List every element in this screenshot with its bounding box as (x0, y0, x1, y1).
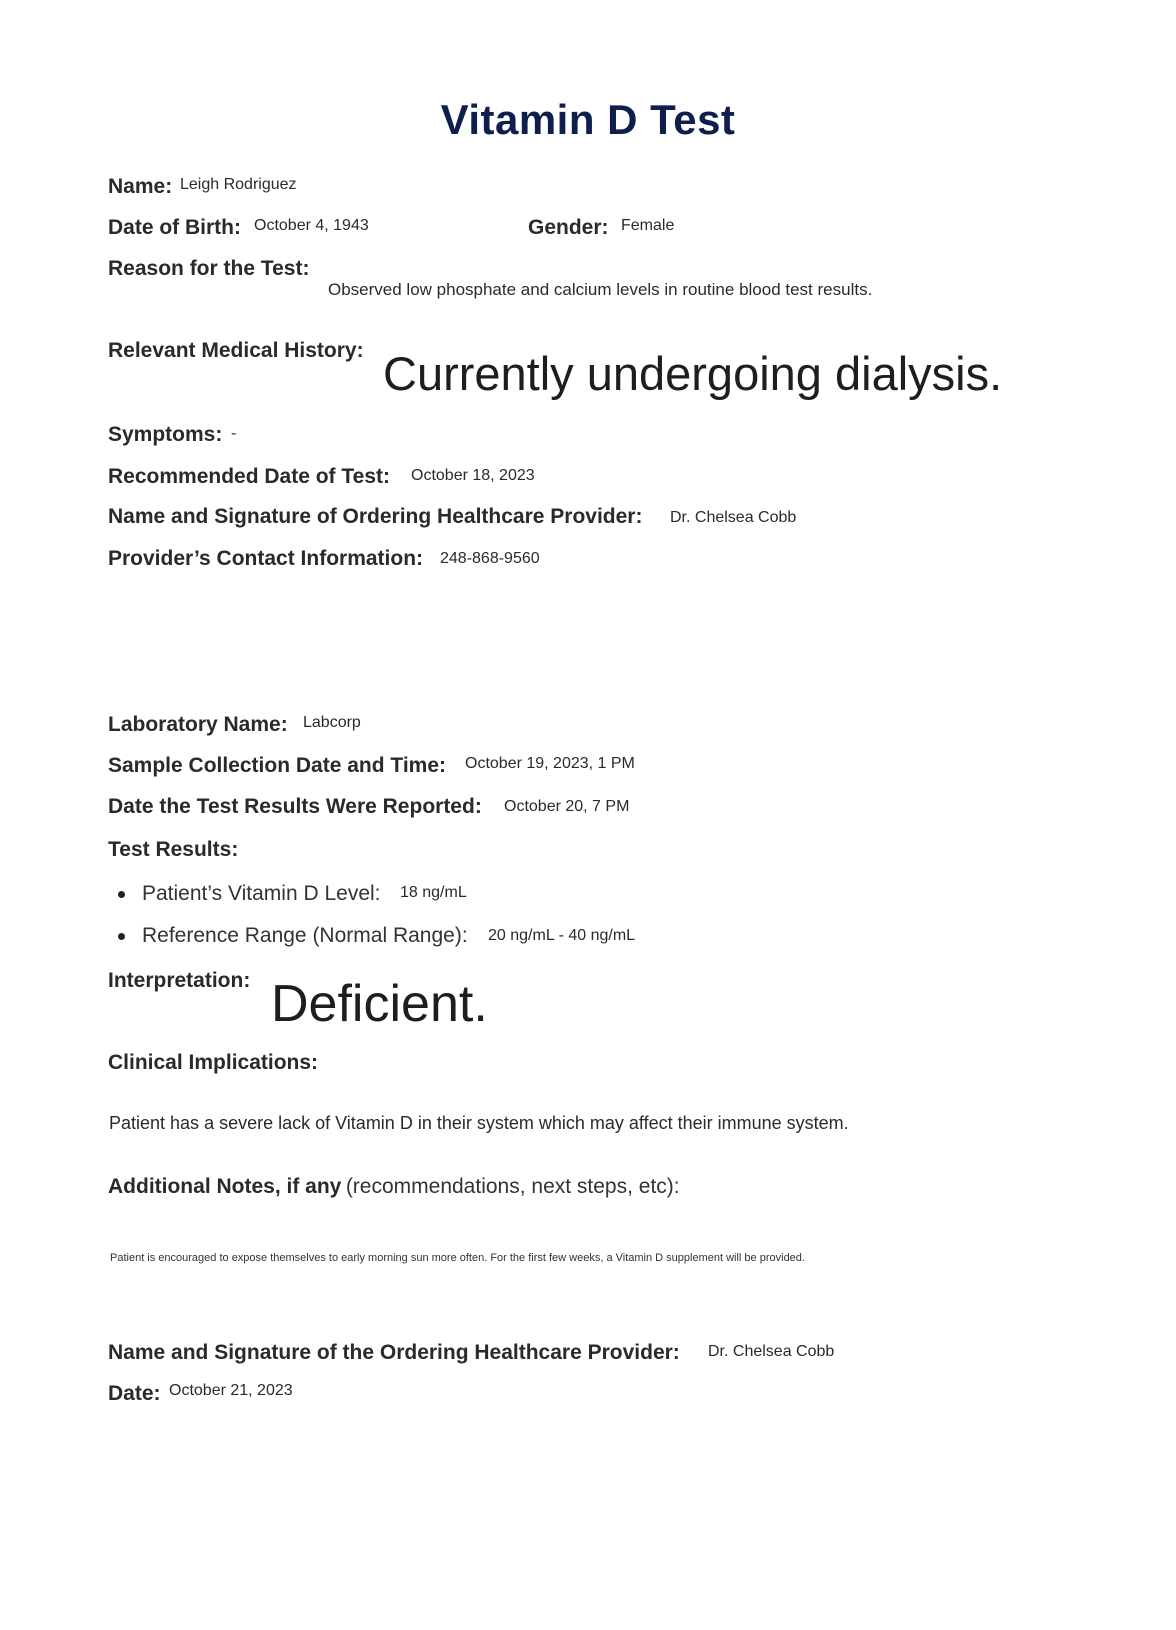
provider-contact: 248-868-9560 (440, 550, 540, 567)
reported-label: Date the Test Results Were Reported: (108, 795, 482, 818)
implications-label: Clinical Implications: (108, 1051, 319, 1074)
bullet-dot (118, 891, 125, 898)
patient-dob: October 4, 1943 (254, 217, 369, 234)
gender-label: Gender: (528, 216, 609, 239)
interpretation-label: Interpretation: (108, 969, 251, 992)
reason-text: Observed low phosphate and calcium levels in routine blood test results. (328, 280, 873, 299)
date-label: Date: (108, 1382, 161, 1405)
signature-name: Dr. Chelsea Cobb (708, 1343, 835, 1360)
result-value-vitamin-d-level: 18 ng/mL (400, 884, 467, 901)
notes-label-rest: (recommendations, next steps, etc): (345, 1175, 680, 1198)
signature-label: Name and Signature of the Ordering Healthcare Provider: (108, 1341, 680, 1364)
patient-name: Leigh Rodriguez (180, 176, 297, 193)
interpretation-text: Deficient. (271, 975, 488, 1033)
provider-name: Dr. Chelsea Cobb (670, 509, 797, 526)
page-title: Vitamin D Test (440, 96, 736, 143)
patient-gender: Female (621, 217, 675, 234)
result-label-reference-range: Reference Range (Normal Range): (142, 924, 468, 947)
provider-label: Name and Signature of Ordering Healthcare Provider: (108, 505, 643, 528)
collection-label: Sample Collection Date and Time: (108, 754, 447, 777)
implications-text: Patient has a severe lack of Vitamin D in their system which may affect their immune system. (109, 1113, 849, 1133)
name-label: Name: (108, 175, 173, 198)
recommended-date-label: Recommended Date of Test: (108, 465, 390, 488)
symptoms-label: Symptoms: (108, 423, 223, 446)
lab-name-label: Laboratory Name: (108, 713, 288, 736)
result-label-vitamin-d-level: Patient’s Vitamin D Level: (142, 882, 381, 905)
history-label: Relevant Medical History: (108, 339, 364, 362)
symptoms-text: - (231, 425, 237, 442)
reason-label: Reason for the Test: (108, 257, 310, 280)
collection-value: October 19, 2023, 1 PM (465, 755, 635, 772)
signature-date: October 21, 2023 (169, 1382, 293, 1399)
result-value-reference-range: 20 ng/mL - 40 ng/mL (488, 927, 636, 944)
dob-label: Date of Birth: (108, 216, 241, 239)
reported-value: October 20, 7 PM (504, 798, 630, 815)
notes-text: Patient is encouraged to expose themselves to early morning sun more often. For the first few weeks, a Vitamin D supplement will be provided. (110, 1252, 805, 1264)
recommended-date: October 18, 2023 (411, 467, 535, 484)
notes-label-bold: Additional Notes, if any (108, 1175, 342, 1198)
lab-name: Labcorp (303, 714, 361, 731)
bullet-dot (118, 933, 125, 940)
history-text: Currently undergoing dialysis. (383, 347, 1003, 400)
results-label: Test Results: (108, 838, 239, 861)
contact-label: Provider’s Contact Information: (108, 547, 424, 570)
notes-heading (108, 1175, 680, 1199)
